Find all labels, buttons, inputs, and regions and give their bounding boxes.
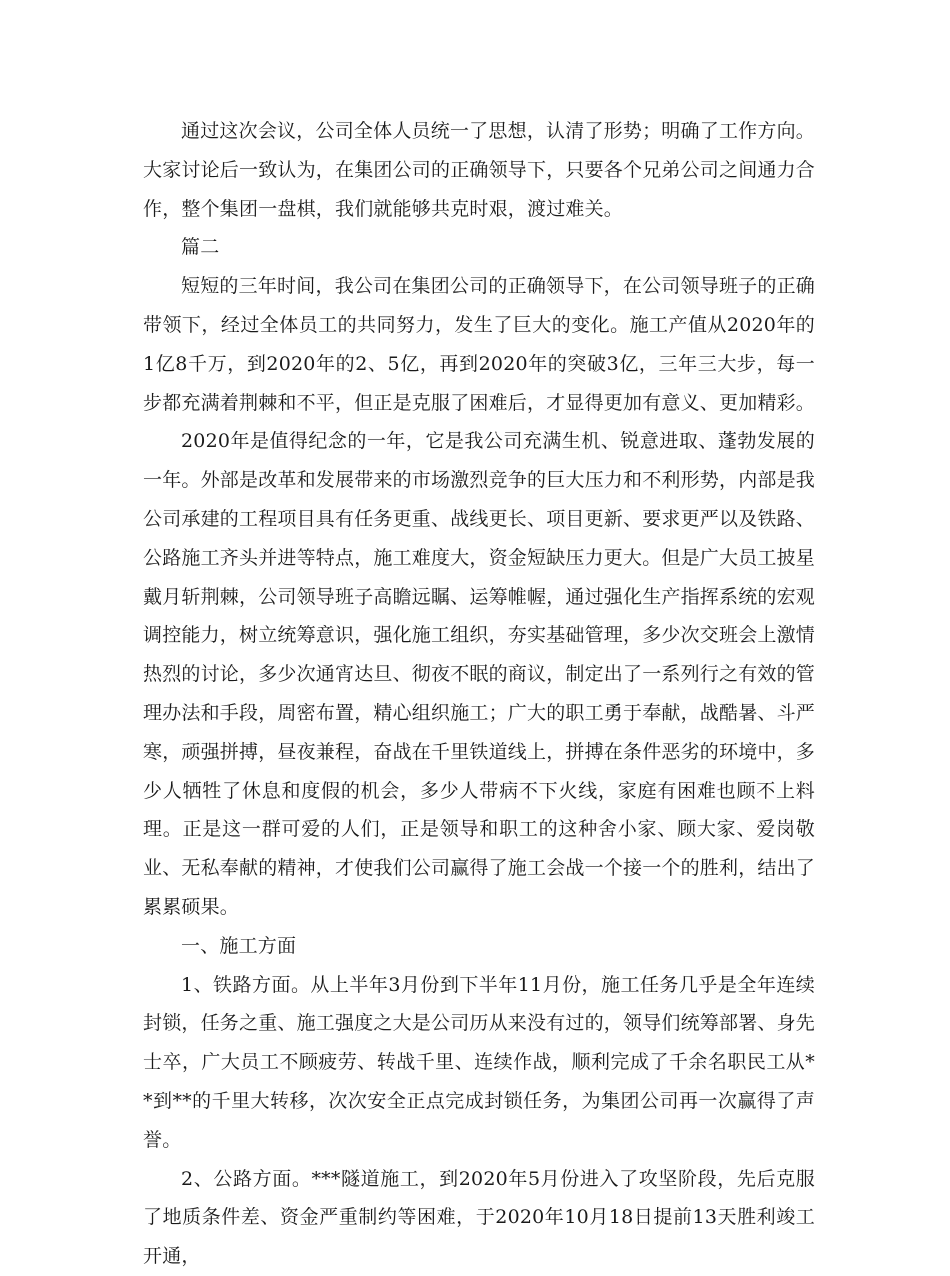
document-body [143,112,815,1276]
paragraph-meeting-summary: 通过这次会议，公司全体人员统一了思想，认清了形势；明确了工作方向。大家讨论后一致认为，在集团公司的正确领导下，只要各个兄弟公司之间通力合作，整个集团一盘棋，我们就能够共克时艰，渡过难关。 [143,120,816,220]
paragraph-memorable-year: 2020年是值得纪念的一年，它是我公司充满生机、锐意进取、蓬勃发展的一年。外部是改革和发展带来的市场激烈竞争的巨大压力和不利形势，内部是我公司承建的工程项目具有任务更重、战线更长、项目更新、要求更严以及铁路、公路施工齐头并进等特点，施工难度大，资金短缺压力更大。但是广大员工披星戴月斩荆棘，公司领导班子高瞻远瞩、运筹帷幄，通过强化生产指挥系统的宏观调控能力，树立统筹意识，强化施工组织，夯实基础管理，多少次交班会上激情热烈的讨论，多少次通宵达旦、彻夜不眠的商议，制定出了一系列行之有效的管理办法和手段，周密布置，精心组织施工；广大的职工勇于奉献，战酷暑、斗严寒，顽强拼搏，昼夜兼程，奋战在千里铁道线上，拼搏在条件恶劣的环境中，多少人牺牲了休息和度假的机会，多少人带病不下火线，家庭有困难也顾不上料理。正是这一群可爱的人们，正是领导和职工的这种舍小家、顾大家、爱岗敬业、无私奉献的精神，才使我们公司赢得了施工会战一个接一个的胜利，结出了累累硕果。 [143,430,816,918]
paragraph-railway: 1、铁路方面。从上半年3月份到下半年11月份，施工任务几乎是全年连续封锁，任务之重、施工强度之大是公司历从来没有过的，领导们统筹部署、身先士卒，广大员工不顾疲劳、转战千里、连续作战，顺利完成了千余名职民工从**到**的千里大转移，次次安全正点完成封锁任务，为集团公司再一次赢得了声誉。 [143,973,816,1151]
paragraph-highway: 2、公路方面。***隧道施工，到2020年5月份进入了攻坚阶段，先后克服了地质条件差、资金严重制约等困难，于2020年10月18日提前13天胜利竣工开通， [143,1167,815,1268]
section-heading-part-two: 篇二 [181,236,220,259]
paragraph-three-years: 短短的三年时间，我公司在集团公司的正确领导下，在公司领导班子的正确带领下，经过全体员工的共同努力，发生了巨大的变化。施工产值从2020年的1亿8千万，到2020年的2、5亿，再到2020年的突破3亿，三年三大步，每一步都充满着荆棘和不平，但正是克服了困难后，才显得更加有意义、更加精彩。 [143,275,816,414]
section-heading-construction: 一、施工方面 [181,934,297,957]
